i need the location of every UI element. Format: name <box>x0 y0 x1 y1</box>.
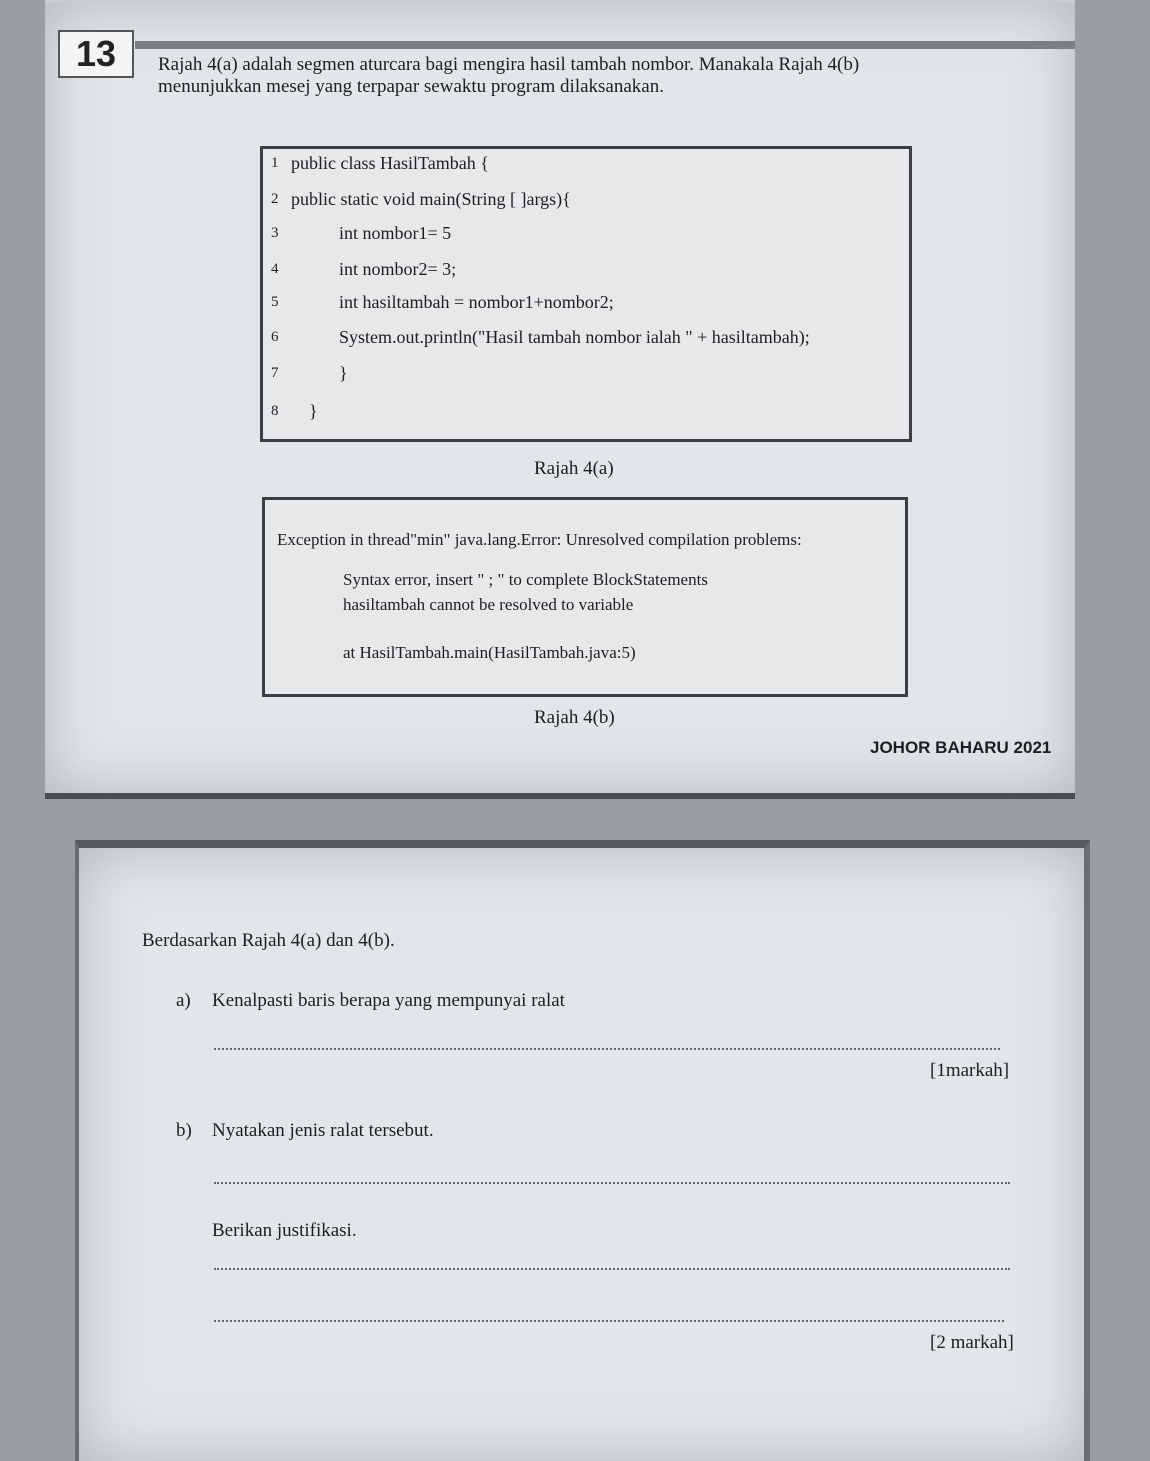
code-line-number: 1 <box>271 155 279 171</box>
question-a-label: a) <box>176 990 191 1011</box>
marks-a: [1markah] <box>930 1060 1010 1081</box>
code-line-text: } <box>339 363 348 383</box>
code-line-text: System.out.println("Hasil tambah nombor ialah " + hasiltambah); <box>339 327 810 347</box>
error-line-1: Exception in thread"min" java.lang.Error: Unresolved compilation problems: <box>277 530 802 549</box>
answer-line-b[interactable] <box>214 1182 1010 1184</box>
code-segment-box <box>260 146 912 442</box>
answer-line-a[interactable] <box>214 1048 1000 1050</box>
code-line-text: } <box>309 401 318 421</box>
code-line-text: int nombor1= 5 <box>339 223 452 243</box>
error-message-box <box>262 497 908 697</box>
code-line-number: 6 <box>271 329 279 345</box>
code-line-text: int hasiltambah = nombor1+nombor2; <box>339 292 614 312</box>
question-b-text: Nyatakan jenis ralat tersebut. <box>212 1120 434 1141</box>
answer-line-b-justification-2[interactable] <box>214 1320 1004 1322</box>
code-line-number: 5 <box>271 294 279 310</box>
code-line-text: int nombor2= 3; <box>339 259 457 279</box>
marks-b: [2 markah] <box>930 1332 1014 1353</box>
answer-line-b-justification-1[interactable] <box>214 1268 1010 1270</box>
question-b-subtext: Berikan justifikasi. <box>212 1220 357 1241</box>
error-line-2: Syntax error, insert " ; " to complete BlockStatements <box>343 570 708 589</box>
intro-line-1: Rajah 4(a) adalah segmen aturcara bagi mengira hasil tambah nombor. Manakala Rajah 4(b) <box>158 54 860 75</box>
code-line-number: 4 <box>271 261 279 277</box>
code-line-number: 7 <box>271 365 279 381</box>
code-line-number: 2 <box>271 191 279 207</box>
error-line-4: at HasilTambah.main(HasilTambah.java:5) <box>343 643 636 662</box>
source-tag: JOHOR BAHARU 2021 <box>870 738 1052 757</box>
question-b-label: b) <box>176 1120 192 1141</box>
figure-caption-4a: Rajah 4(a) <box>534 458 614 479</box>
intro-line-2: menunjukkan mesej yang terpapar sewaktu program dilaksanakan. <box>158 76 664 97</box>
code-line-text: public class HasilTambah { <box>291 153 489 173</box>
intro-paragraph <box>158 54 1008 98</box>
questions-heading: Berdasarkan Rajah 4(a) dan 4(b). <box>142 930 395 951</box>
question-number-box: 13 <box>58 30 134 78</box>
code-line-number: 3 <box>271 225 279 241</box>
code-line-number: 8 <box>271 403 279 419</box>
figure-caption-4b: Rajah 4(b) <box>534 707 615 728</box>
question-a-text: Kenalpasti baris berapa yang mempunyai ralat <box>212 990 565 1011</box>
error-line-3: hasiltambah cannot be resolved to variable <box>343 595 634 614</box>
code-line-text: public static void main(String [ ]args){ <box>291 189 571 209</box>
